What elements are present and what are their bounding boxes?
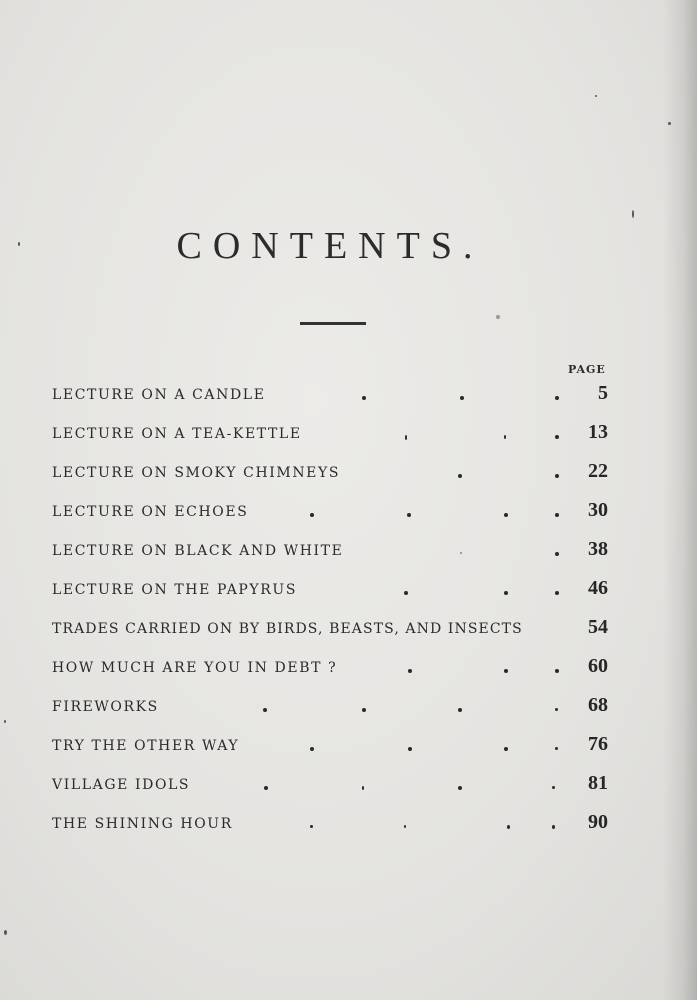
leader-dot: [555, 747, 558, 750]
leader-dot: [460, 396, 464, 400]
paper-speck: [595, 95, 597, 97]
leader-dot: [362, 396, 366, 400]
paper-speck: [18, 242, 20, 246]
toc-entry: [52, 419, 612, 458]
toc-entry: [52, 458, 612, 497]
leader-dot: [458, 786, 462, 790]
toc-entry-page: 5: [598, 382, 608, 404]
toc-entry-page: 30: [588, 499, 608, 521]
toc-entry: [52, 614, 612, 653]
leader-dot: [362, 786, 364, 790]
toc-entry-title: VILLAGE IDOLS: [52, 777, 191, 793]
toc-entry-title: LECTURE ON SMOKY CHIMNEYS: [52, 465, 341, 481]
toc-entry-page: 54: [588, 616, 608, 638]
toc-entry: [52, 497, 612, 536]
leader-dot: [504, 435, 506, 439]
toc-entry-title: LECTURE ON THE PAPYRUS: [52, 582, 298, 598]
leader-dot: [555, 591, 559, 595]
toc-entry: [52, 536, 612, 575]
toc-entry: [52, 380, 612, 419]
leader-dot: [263, 708, 267, 712]
toc-entry-page: 90: [588, 811, 608, 833]
leader-dot: [404, 825, 406, 828]
leader-dot: [458, 708, 462, 712]
leader-dot: [310, 747, 314, 751]
leader-dot: [555, 513, 559, 517]
toc-entry: [52, 770, 612, 809]
toc-entry-page: 22: [588, 460, 608, 482]
toc-entry-page: 38: [588, 538, 608, 560]
toc-entry: [52, 692, 612, 731]
leader-dot: [460, 552, 462, 554]
page-column-header: PAGE: [568, 363, 606, 376]
toc-entry-title: LECTURE ON A CANDLE: [52, 387, 266, 403]
leader-dot: [552, 825, 555, 829]
leader-dot: [504, 513, 508, 517]
title-rule-divider: [300, 322, 366, 325]
leader-dot: [458, 474, 462, 478]
toc-entry-page: 13: [588, 421, 608, 443]
leader-dot: [555, 396, 559, 400]
leader-dot: [507, 825, 510, 829]
leader-dot: [555, 669, 559, 673]
leader-dot: [555, 552, 559, 556]
paper-speck: [632, 210, 634, 218]
toc-entry-page: 46: [588, 577, 608, 599]
toc-entry: [52, 731, 612, 770]
leader-dot: [504, 591, 508, 595]
leader-dot: [552, 786, 555, 789]
toc-entry-title: FIREWORKS: [52, 699, 159, 715]
leader-dot: [555, 474, 559, 478]
toc-entry-title: HOW MUCH ARE YOU IN DEBT ?: [52, 660, 338, 676]
leader-dot: [264, 786, 268, 790]
leader-dot: [404, 591, 408, 595]
paper-speck: [4, 720, 6, 723]
leader-dot: [504, 669, 508, 673]
toc-entry-title: TRADES CARRIED ON BY BIRDS, BEASTS, AND INSECTS: [52, 621, 523, 637]
leader-dot: [310, 513, 314, 517]
leader-dot: [555, 708, 558, 711]
leader-dot: [408, 669, 412, 673]
leader-dot: [408, 747, 412, 751]
toc-entry-page: 81: [588, 772, 608, 794]
contents-title: CONTENTS.: [176, 225, 484, 267]
table-of-contents: [52, 380, 612, 848]
toc-entry-page: 60: [588, 655, 608, 677]
leader-dot: [407, 513, 411, 517]
paper-speck: [4, 930, 7, 935]
toc-entry-title: TRY THE OTHER WAY: [52, 738, 240, 754]
paper-speck: [668, 122, 671, 125]
page-edge-shadow: [663, 0, 697, 1000]
leader-dot: [362, 708, 366, 712]
toc-entry-title: LECTURE ON A TEA-KETTLE: [52, 426, 302, 442]
toc-entry-page: 68: [588, 694, 608, 716]
leader-dot: [310, 825, 313, 828]
toc-entry-page: 76: [588, 733, 608, 755]
toc-entry: [52, 653, 612, 692]
leader-dot: [405, 435, 407, 440]
paper-speck: [496, 315, 500, 319]
toc-entry-title: LECTURE ON ECHOES: [52, 504, 249, 520]
toc-entry: [52, 575, 612, 614]
leader-dot: [504, 747, 508, 751]
toc-entry-title: THE SHINING HOUR: [52, 816, 233, 832]
toc-entry: [52, 809, 612, 848]
toc-entry-title: LECTURE ON BLACK AND WHITE: [52, 543, 344, 559]
leader-dot: [555, 435, 559, 439]
